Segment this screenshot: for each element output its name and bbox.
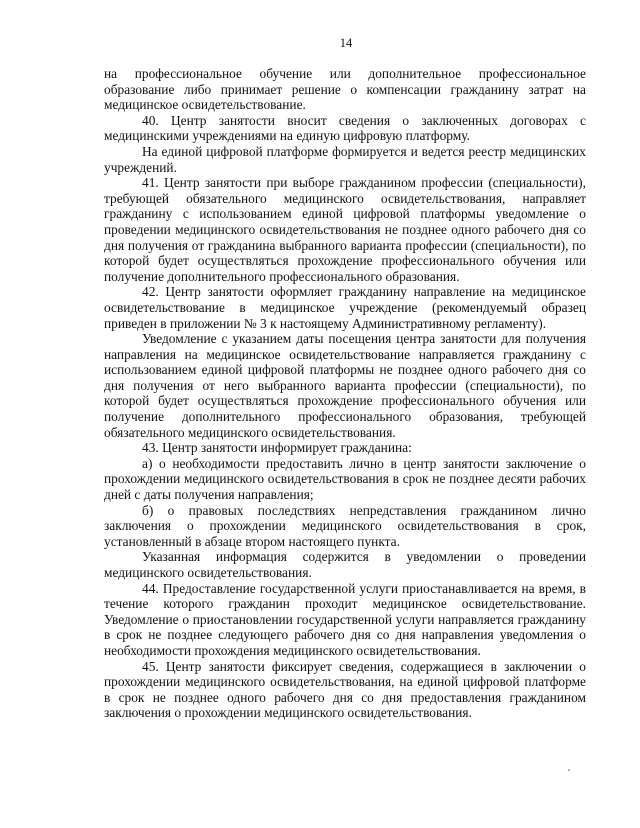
paragraph-43-a: а) о необходимости предоставить лично в центр занятости заключение о прохождении медицинского освидетельствования в срок не позднее десяти рабочих дней с даты получения направления; [104,455,586,503]
paragraph-44: 44. Предоставление государственной услуги приостанавливается на время, в течение которого гражданин проходит медицинское освидетельствование. Уведомление о приостановлении государственной услуги направляется гражданину в срок не позднее следующего рабочего дня со дня направления уведомления о необходимости прохождения медицинского освидетельствования. [104,580,586,658]
paragraph-notification: Уведомление с указанием даты посещения центра занятости для получения направления на медицинское освидетельствование направляется гражданину с использованием единой цифровой платформы не позднее одного рабочего дня со дня получения от него выбранного варианта профессии (специальности), по которой будет осуществляться прохождение профессионального обучения или получение дополнительного профессионального образования, требующей обязательного медицинского освидетельствования. [104,331,586,440]
paragraph-registry: На единой цифровой платформе формируется и ведется реестр медицинских учреждений. [104,143,586,175]
page-number: 14 [339,36,353,50]
paragraph-45: 45. Центр занятости фиксирует сведения, содержащиеся в заключении о прохождении медицинского освидетельствования, на единой цифровой платформе в срок не позднее одного рабочего дня со дня предоставления гражданином заключения о прохождении медицинского освидетельствования. [104,658,586,721]
paragraph-42: 42. Центр занятости оформляет гражданину направление на медицинское освидетельствование в медицинское учреждение (рекомендуемый образец приведен в приложении № 3 к настоящему Административному регламенту). [104,284,586,331]
paragraph-43: 43. Центр занятости информирует гражданина: [142,440,412,456]
paragraph-continuation: на профессиональное обучение или дополнительное профессиональное образование либо принимает решение о компенсации гражданину затрат на медицинское освидетельствование. [104,66,586,113]
scan-speck [568,769,570,771]
paragraph-43-b: б) о правовых последствиях непредставления гражданином лично заключения о прохождении медицинского освидетельствования в срок, установленный в абзаце втором настоящего пункта. [104,502,586,549]
paragraph-41: 41. Центр занятости при выборе гражданином профессии (специальности), требующей обязательного медицинского освидетельствования, направляет гражданину с использованием единой цифровой платформы уведомление о проведении медицинского освидетельствования не позднее одного рабочего дня со дня получения от гражданина выбранного варианта профессии (специальности), по которой будет осуществляться прохождение профессионального обучения или получение дополнительного профессионального образования. [104,175,586,284]
paragraph-info: Указанная информация содержится в уведомлении о проведении медицинского освидетельствования. [104,549,586,580]
paragraph-40: 40. Центр занятости вносит сведения о заключенных договорах с медицинскими учреждениями на единую цифровую платформу. [104,112,586,144]
